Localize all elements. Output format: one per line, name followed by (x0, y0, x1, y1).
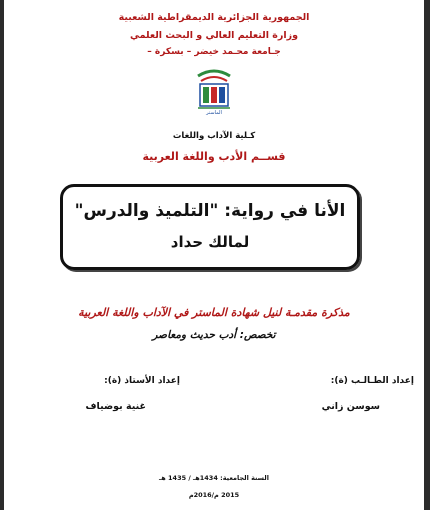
title-box (60, 184, 360, 270)
document-page (4, 0, 424, 510)
thesis-author: لمالك حداد (170, 233, 250, 251)
student-name: سوسن زاني (321, 401, 380, 412)
academic-year-gregorian: 2015 م/2016م (188, 491, 240, 499)
republic-heading: الجمهورية الجزائرية الديمقراطية الشعبية (118, 12, 310, 23)
thesis-title: الأنا في رواية: "التلميذ والدرس" (74, 201, 346, 221)
student-label: إعداد الطـالـب (ة): (330, 376, 414, 386)
logo-arches-icon (198, 71, 230, 81)
academic-year-hijri: السنة الجامعية: 1434هـ / 1435 هـ (159, 474, 269, 482)
department-name: قســم الأدب واللغة العربية (142, 150, 286, 163)
logo-caption: الماستر (206, 110, 222, 116)
ministry-heading: وزارة التعليم العالي و البحث العلمي (130, 30, 298, 41)
memo-purpose: مذكرة مقدمـة لنيل شهادة الماستر في الآداب واللغة العربية (78, 306, 350, 319)
university-heading: جـامعة محـمد خيضر – بسكرة – (147, 47, 281, 57)
professor-name: غنية بوضياف (85, 401, 146, 412)
faculty-name: كـلية الآداب واللغات (172, 131, 256, 141)
professor-label: إعداد الأستاذ (ة): (104, 376, 180, 386)
page-frame-right (424, 0, 430, 510)
memo-specialization: تخصص: أدب حديث ومعاصر (152, 329, 276, 341)
